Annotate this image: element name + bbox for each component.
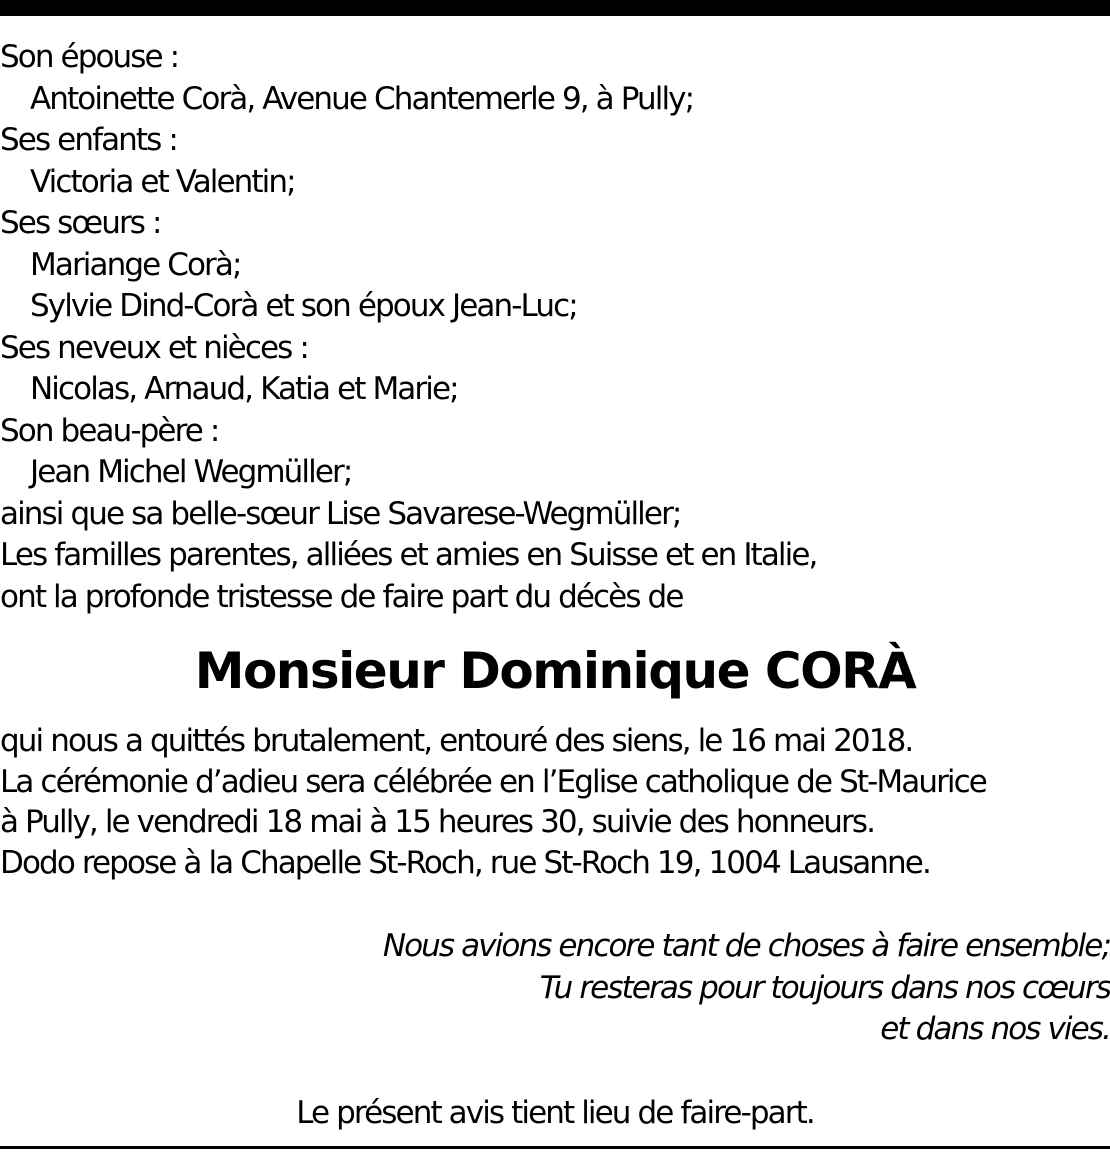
family-line: Ses enfants : [0, 122, 177, 158]
family-line: Sylvie Dind-Corà et son époux Jean-Luc; [30, 288, 577, 324]
family-line: ont la profonde tristesse de faire part du décès de [0, 578, 683, 615]
ceremony-details [0, 721, 1100, 883]
family-line: Son beau-père : [0, 412, 219, 449]
details-line: Dodo repose à la Chapelle St-Roch, rue St-Roch 19, 1004 Lausanne. [0, 844, 930, 881]
top-border-rule [0, 0, 1110, 16]
family-line: Antoinette Corà, Avenue Chantemerle 9, à Pully; [30, 80, 694, 117]
family-line: ainsi que sa belle-sœur Lise Savarese-Wegmüller; [0, 495, 681, 532]
details-line: à Pully, le vendredi 18 mai à 15 heures 30, suivie des honneurs. [0, 804, 875, 840]
family-line: Son épouse : [0, 39, 179, 75]
family-line: Les familles parentes, alliées et amies en Suisse et en Italie, [0, 537, 817, 573]
family-line: Nicolas, Arnaud, Katia et Marie; [30, 371, 458, 407]
quote-line: Nous avions encore tant de choses à faire ensemble; [382, 928, 1110, 964]
family-line: Victoria et Valentin; [30, 163, 295, 200]
memorial-quote [383, 926, 1110, 1051]
family-line: Ses neveux et nièces : [0, 329, 308, 366]
details-line: La cérémonie d’adieu sera célébrée en l’Eglise catholique de St-Maurice [0, 763, 986, 800]
footer-note: Le présent avis tient lieu de faire-part. [296, 1095, 814, 1131]
family-line: Jean Michel Wegmüller; [30, 454, 352, 490]
quote-line: et dans nos vies. [880, 1011, 1110, 1047]
family-announcement [0, 37, 1100, 618]
quote-line: Tu resteras pour toujours dans nos cœurs [539, 969, 1110, 1006]
details-line: qui nous a quittés brutalement, entouré des siens, le 16 mai 2018. [0, 723, 913, 759]
deceased-name: Monsieur Dominique CORÀ [194, 642, 916, 700]
bottom-border-rule [0, 1146, 1110, 1149]
family-line: Ses sœurs : [0, 205, 161, 241]
family-line: Mariange Corà; [30, 246, 241, 283]
